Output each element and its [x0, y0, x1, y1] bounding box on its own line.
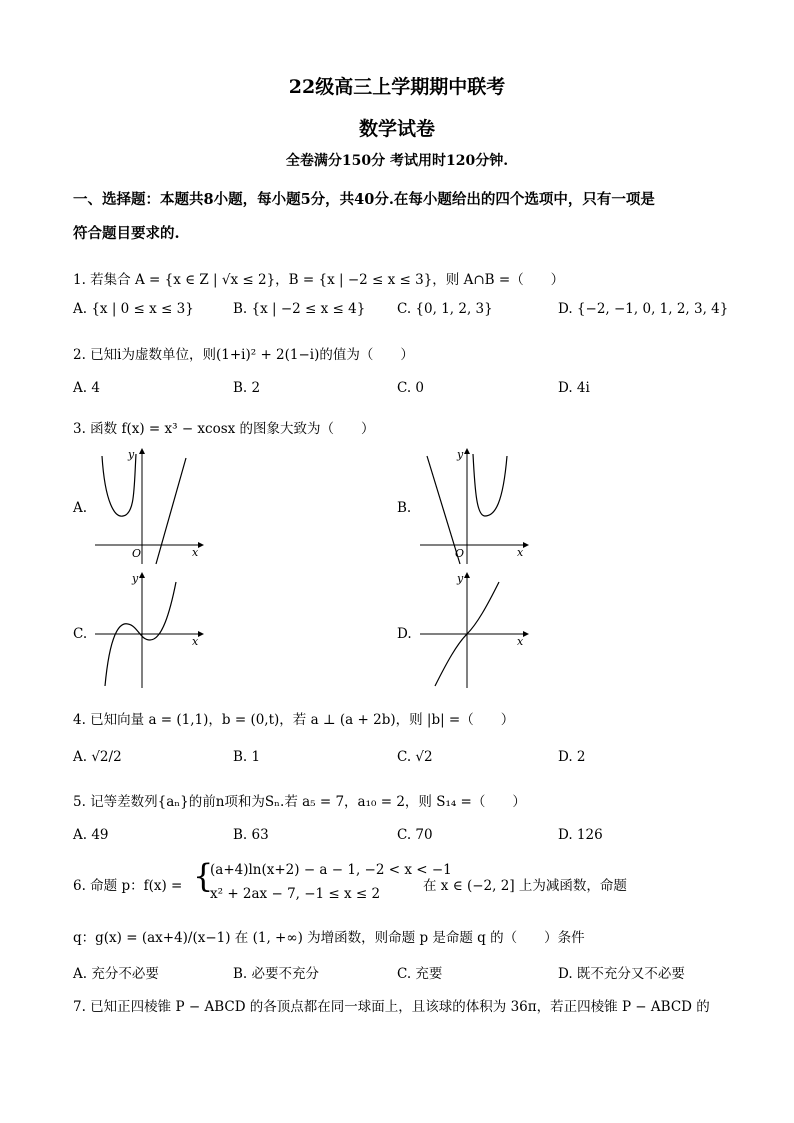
q2-option-b: B. 2	[233, 380, 261, 396]
q6-case-2: x² + 2ax − 7, −1 ≤ x ≤ 2	[210, 886, 381, 902]
graph-c-y-label: y	[132, 572, 139, 585]
q1-option-c: C. {0, 1, 2, 3}	[397, 301, 493, 317]
graph-d-y-label: y	[457, 572, 464, 585]
q3-option-c-label: C.	[73, 626, 88, 642]
question-7-stem: 7. 已知正四棱锥 P − ABCD 的各顶点都在同一球面上，且该球的体积为 36π，若正四棱锥 P − ABCD 的	[73, 999, 710, 1015]
section-heading-line1: 一、选择题：本题共8小题，每小题5分，共40分.在每小题给出的四个选项中，只有一项是	[73, 191, 655, 208]
graph-b-origin: O	[455, 547, 465, 560]
q4-option-b: B. 1	[233, 749, 261, 765]
graph-d	[415, 572, 530, 690]
q3-option-d-label: D.	[397, 626, 412, 642]
graph-b	[415, 448, 530, 566]
q2-option-c: C. 0	[397, 380, 425, 396]
question-6-stem-b: 在 x ∈ (−2, 2] 上为减函数，命题	[423, 878, 627, 894]
q1-option-d: D. {−2, −1, 0, 1, 2, 3, 4}	[558, 301, 729, 317]
question-6-stem-c: q：g(x) = (ax+4)/(x−1) 在 (1, +∞) 为增函数，则命题 p 是命题 q 的（ ）条件	[73, 930, 585, 946]
q4-option-d: D. 2	[558, 749, 586, 765]
graph-a-origin: O	[132, 547, 142, 560]
graph-d-x-label: x	[517, 635, 524, 648]
graph-b-y-label: y	[457, 448, 464, 461]
q6-option-d: D. 既不充分又不必要	[558, 966, 685, 982]
q3-option-b-label: B.	[397, 500, 412, 516]
q5-option-d: D. 126	[558, 827, 603, 843]
question-4-stem: 4. 已知向量 a = (1,1)，b = (0,t)，若 a ⊥ (a + 2b)，则 |b| =（ ）	[73, 712, 515, 728]
graph-a-y-label: y	[128, 448, 135, 461]
q1-option-a: A. {x | 0 ≤ x ≤ 3}	[73, 301, 194, 317]
q6-option-a: A. 充分不必要	[73, 966, 159, 982]
exam-note: 全卷满分150分 考试用时120分钟.	[285, 153, 509, 169]
question-2-stem: 2. 已知i为虚数单位，则(1+i)² + 2(1−i)的值为（ ）	[73, 347, 414, 363]
exam-title: 22级高三上学期期中联考	[288, 76, 506, 98]
graph-a	[90, 448, 205, 566]
graph-b-x-label: x	[517, 546, 524, 559]
question-5-stem: 5. 记等差数列{aₙ}的前n项和为Sₙ.若 a₅ = 7，a₁₀ = 2，则 S₁₄ =（ ）	[73, 794, 526, 810]
q5-option-a: A. 49	[73, 827, 109, 843]
exam-subject: 数学试卷	[358, 118, 435, 140]
question-6-stem-a: 6. 命题 p：f(x) =	[73, 878, 183, 894]
section-heading-line2: 符合题目要求的.	[73, 225, 180, 242]
q1-option-b: B. {x | −2 ≤ x ≤ 4}	[233, 301, 366, 317]
q4-option-a: A. √2/2	[73, 749, 122, 765]
graph-c-x-label: x	[192, 635, 199, 648]
piecewise-brace: {	[193, 857, 214, 895]
q5-option-c: C. 70	[397, 827, 433, 843]
q2-option-d: D. 4i	[558, 380, 590, 396]
question-3-stem: 3. 函数 f(x) = x³ − xcosx 的图象大致为（ ）	[73, 421, 375, 437]
question-1-stem: 1. 若集合 A = {x ∈ Z | √x ≤ 2}，B = {x | −2 ≤ x ≤ 3}，则 A∩B =（ ）	[73, 272, 565, 288]
q6-option-c: C. 充要	[397, 966, 443, 982]
q4-option-c: C. √2	[397, 749, 433, 765]
q6-option-b: B. 必要不充分	[233, 966, 320, 982]
graph-c	[90, 572, 205, 690]
q6-case-1: (a+4)ln(x+2) − a − 1, −2 < x < −1	[210, 862, 452, 878]
q3-option-a-label: A.	[73, 500, 88, 516]
graph-a-x-label: x	[192, 546, 199, 559]
q2-option-a: A. 4	[73, 380, 100, 396]
q5-option-b: B. 63	[233, 827, 269, 843]
